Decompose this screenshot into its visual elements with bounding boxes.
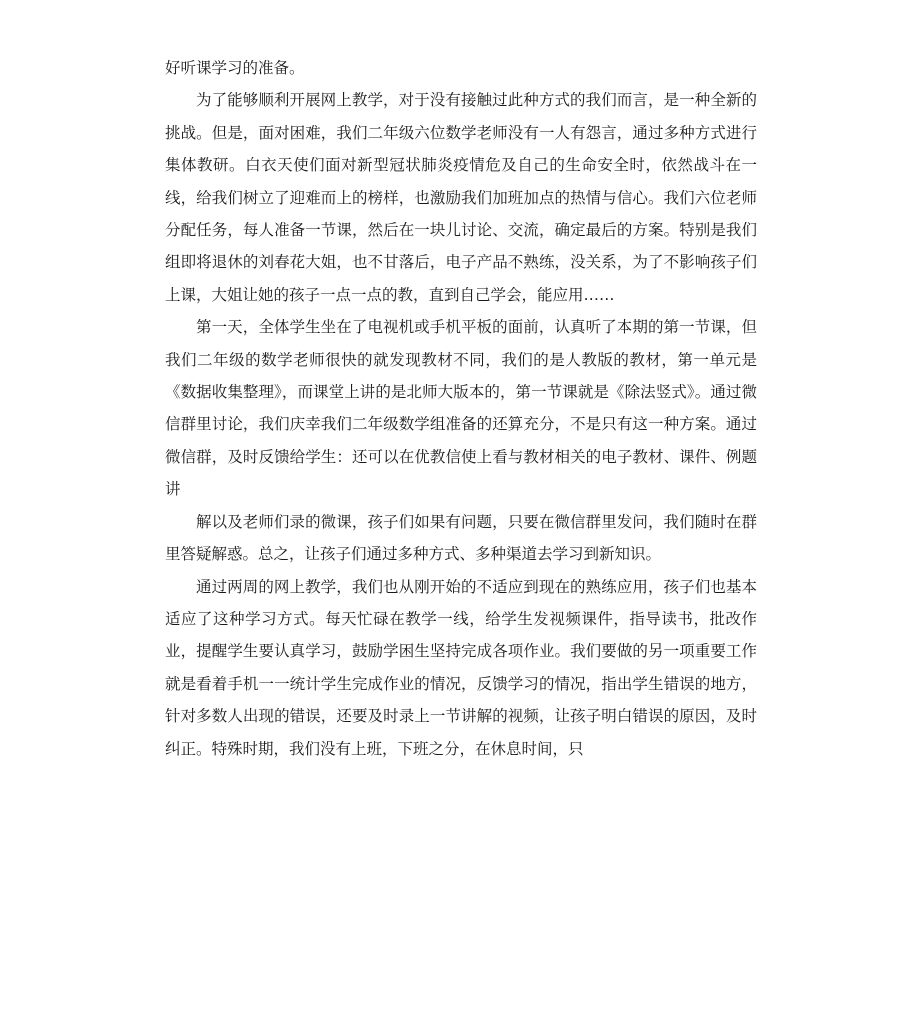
paragraph-4: 解以及老师们录的微课，孩子们如果有问题，只要在微信群里发问，我们随时在群里答疑解惑。总之，让孩子们通过多种方式、多种渠道去学习到新知识。 bbox=[165, 512, 757, 564]
document-body bbox=[165, 52, 757, 765]
paragraph-1: 好听课学习的准备。 bbox=[165, 59, 305, 77]
paragraph-5: 通过两周的网上教学，我们也从刚开始的不适应到现在的熟练应用，孩子们也基本适应了这种学习方式。每天忙碌在教学一线，给学生发视频课件，指导读书，批改作业，提醒学生要认真学习，鼓励学困生坚持完成各项作业。我们要做的另一项重要工作就是看着手机一一统计学生完成作业的情况，反馈学习的情况，指出学生错误的地方，针对多数人出现的错误，还要及时录上一节讲解的视频，让孩子明白错误的原因，及时纠正。特殊时期，我们没有上班，下班之分，在休息时间，只 bbox=[165, 577, 757, 758]
paragraph-2: 为了能够顺利开展网上教学，对于没有接触过此种方式的我们而言，是一种全新的挑战。但是，面对困难，我们二年级六位数学老师没有一人有怨言，通过多种方式进行集体教研。白衣天使们面对新型冠状肺炎疫情危及自己的生命安全时，依然战斗在一线，给我们树立了迎难而上的榜样，也激励我们加班加点的热情与信心。我们六位老师分配任务，每人准备一节课，然后在一块儿讨论、交流，确定最后的方案。特别是我们组即将退休的刘春花大姐，也不甘落后，电子产品不熟练，没关系，为了不影响孩子们上课，大姐让她的孩子一点一点的教，直到自己学会，能应用…… bbox=[165, 91, 757, 304]
paragraph-3: 第一天，全体学生坐在了电视机或手机平板的面前，认真听了本期的第一节课，但我们二年级的数学老师很快的就发现教材不同，我们的是人教版的教材，第一单元是《数据收集整理》，而课堂上讲的是北师大版本的，第一节课就是《除法竖式》。通过微信群里讨论，我们庆幸我们二年级数学组准备的还算充分，不是只有这一种方案。通过微信群，及时反馈给学生：还可以在优教信使上看与教材相关的电子教材、课件、例题讲 bbox=[165, 318, 757, 499]
